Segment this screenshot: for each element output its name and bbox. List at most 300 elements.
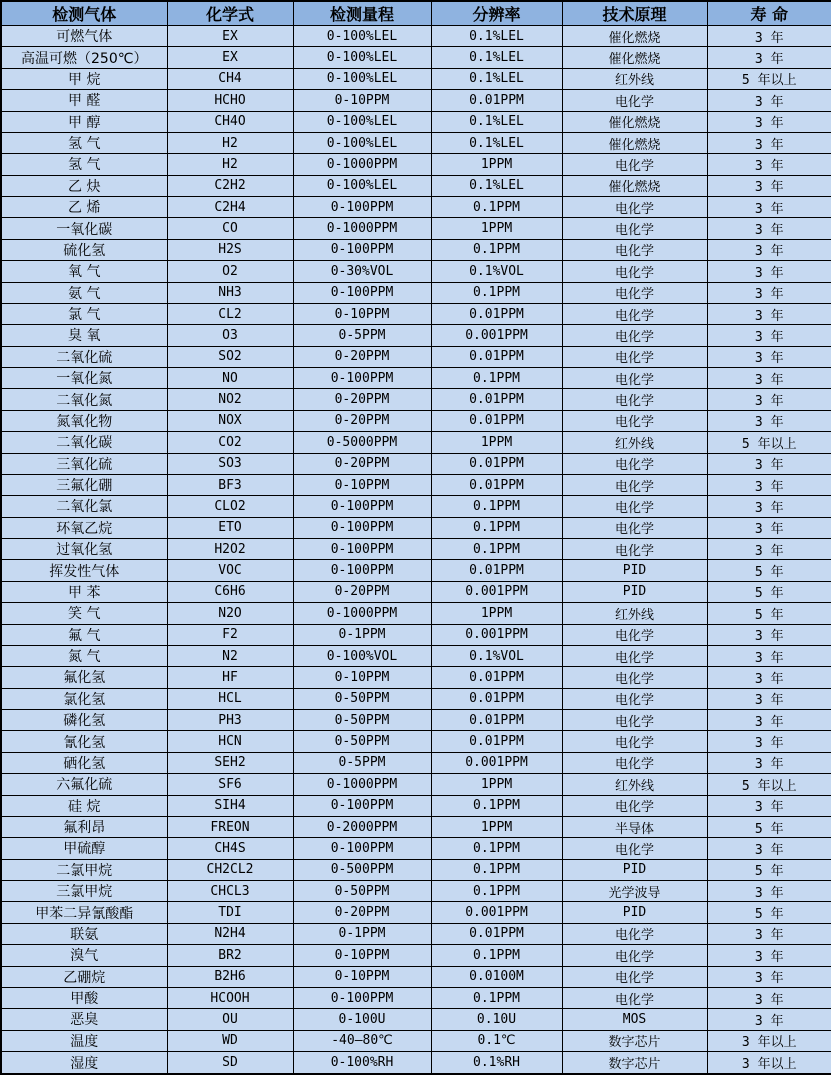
cell-range: 0-100PPM: [293, 838, 431, 859]
cell-lifespan: 3 年: [707, 368, 831, 389]
table-row: [1, 111, 831, 132]
cell-formula: FREON: [167, 816, 293, 837]
cell-resolution: 0.1PPM: [431, 368, 562, 389]
cell-gas: 二氧化硫: [1, 346, 167, 367]
cell-principle: PID: [562, 902, 707, 923]
cell-range: 0-100PPM: [293, 197, 431, 218]
header-formula: 化学式: [167, 1, 293, 26]
table-row: [1, 496, 831, 517]
cell-gas: 甲 醛: [1, 90, 167, 111]
cell-formula: CHCL3: [167, 881, 293, 902]
cell-range: 0-50PPM: [293, 881, 431, 902]
cell-resolution: 0.001PPM: [431, 902, 562, 923]
header-resolution: 分辨率: [431, 1, 562, 26]
cell-range: 0-100%LEL: [293, 47, 431, 68]
cell-formula: CH2CL2: [167, 859, 293, 880]
cell-formula: SO3: [167, 453, 293, 474]
cell-principle: 电化学: [562, 496, 707, 517]
cell-range: 0-100PPM: [293, 539, 431, 560]
cell-principle: 电化学: [562, 795, 707, 816]
cell-formula: NO2: [167, 389, 293, 410]
cell-lifespan: 3 年: [707, 923, 831, 944]
cell-formula: N2H4: [167, 923, 293, 944]
cell-resolution: 0.1%LEL: [431, 175, 562, 196]
cell-principle: 红外线: [562, 68, 707, 89]
cell-formula: SO2: [167, 346, 293, 367]
cell-range: 0-100PPM: [293, 282, 431, 303]
cell-principle: PID: [562, 859, 707, 880]
cell-formula: WD: [167, 1030, 293, 1051]
cell-resolution: 1PPM: [431, 816, 562, 837]
cell-gas: 恶臭: [1, 1009, 167, 1030]
cell-formula: CO2: [167, 432, 293, 453]
cell-range: 0-1PPM: [293, 923, 431, 944]
cell-gas: 甲硫醇: [1, 838, 167, 859]
cell-lifespan: 5 年: [707, 581, 831, 602]
cell-gas: 甲苯二异氰酸酯: [1, 902, 167, 923]
cell-range: 0-20PPM: [293, 581, 431, 602]
table-row: [1, 26, 831, 47]
cell-formula: N2O: [167, 603, 293, 624]
table-row: [1, 902, 831, 923]
cell-resolution: 0.1PPM: [431, 496, 562, 517]
table-row: [1, 239, 831, 260]
cell-resolution: 0.01PPM: [431, 453, 562, 474]
cell-range: 0-100%LEL: [293, 175, 431, 196]
cell-lifespan: 5 年: [707, 603, 831, 624]
cell-lifespan: 3 年: [707, 261, 831, 282]
cell-gas: 氢 气: [1, 154, 167, 175]
cell-resolution: 0.1PPM: [431, 795, 562, 816]
cell-lifespan: 3 年: [707, 218, 831, 239]
cell-resolution: 0.1PPM: [431, 539, 562, 560]
cell-lifespan: 3 年: [707, 1009, 831, 1030]
table-row: [1, 261, 831, 282]
cell-resolution: 1PPM: [431, 218, 562, 239]
cell-resolution: 0.1%LEL: [431, 26, 562, 47]
cell-lifespan: 3 年: [707, 667, 831, 688]
cell-formula: BF3: [167, 474, 293, 495]
cell-range: 0-1000PPM: [293, 218, 431, 239]
cell-gas: 硅 烷: [1, 795, 167, 816]
cell-gas: 二氯甲烷: [1, 859, 167, 880]
cell-principle: 电化学: [562, 474, 707, 495]
cell-principle: 电化学: [562, 517, 707, 538]
table-row: [1, 667, 831, 688]
cell-resolution: 0.1PPM: [431, 881, 562, 902]
cell-formula: F2: [167, 624, 293, 645]
cell-formula: CLO2: [167, 496, 293, 517]
cell-principle: 电化学: [562, 303, 707, 324]
cell-principle: 电化学: [562, 645, 707, 666]
cell-principle: 红外线: [562, 774, 707, 795]
cell-gas: 三氟化硼: [1, 474, 167, 495]
cell-formula: CH4O: [167, 111, 293, 132]
cell-range: 0-30%VOL: [293, 261, 431, 282]
cell-principle: 半导体: [562, 816, 707, 837]
cell-resolution: 0.01PPM: [431, 688, 562, 709]
cell-formula: C6H6: [167, 581, 293, 602]
table-row: [1, 1030, 831, 1051]
cell-resolution: 0.1PPM: [431, 239, 562, 260]
cell-lifespan: 3 年: [707, 795, 831, 816]
cell-principle: 电化学: [562, 731, 707, 752]
cell-lifespan: 3 年: [707, 175, 831, 196]
cell-lifespan: 3 年: [707, 154, 831, 175]
cell-lifespan: 3 年: [707, 496, 831, 517]
cell-range: 0-100PPM: [293, 496, 431, 517]
cell-resolution: 0.1%VOL: [431, 645, 562, 666]
cell-lifespan: 5 年以上: [707, 774, 831, 795]
cell-range: 0-50PPM: [293, 688, 431, 709]
cell-range: 0-50PPM: [293, 731, 431, 752]
cell-gas: 磷化氢: [1, 710, 167, 731]
cell-formula: B2H6: [167, 966, 293, 987]
cell-gas: 二氧化氮: [1, 389, 167, 410]
cell-principle: 电化学: [562, 410, 707, 431]
cell-lifespan: 5 年: [707, 560, 831, 581]
cell-gas: 溴气: [1, 945, 167, 966]
cell-principle: 催化燃烧: [562, 47, 707, 68]
cell-gas: 一氧化氮: [1, 368, 167, 389]
cell-formula: N2: [167, 645, 293, 666]
cell-formula: O3: [167, 325, 293, 346]
cell-range: 0-100PPM: [293, 560, 431, 581]
cell-resolution: 0.01PPM: [431, 389, 562, 410]
cell-resolution: 0.1%LEL: [431, 111, 562, 132]
cell-range: 0-100%VOL: [293, 645, 431, 666]
cell-resolution: 0.1PPM: [431, 282, 562, 303]
table-row: [1, 389, 831, 410]
table-row: [1, 560, 831, 581]
cell-resolution: 0.001PPM: [431, 325, 562, 346]
table-row: [1, 325, 831, 346]
cell-principle: 光学波导: [562, 881, 707, 902]
cell-gas: 湿度: [1, 1052, 167, 1075]
cell-range: 0-5PPM: [293, 325, 431, 346]
cell-range: 0-100PPM: [293, 239, 431, 260]
table-row: [1, 346, 831, 367]
cell-resolution: 0.1%RH: [431, 1052, 562, 1075]
header-range: 检测量程: [293, 1, 431, 26]
table-row: [1, 303, 831, 324]
cell-lifespan: 5 年以上: [707, 68, 831, 89]
cell-range: 0-50PPM: [293, 710, 431, 731]
cell-gas: 可燃气体: [1, 26, 167, 47]
cell-principle: 电化学: [562, 710, 707, 731]
cell-lifespan: 5 年: [707, 816, 831, 837]
cell-formula: H2S: [167, 239, 293, 260]
cell-formula: HCHO: [167, 90, 293, 111]
table-row: [1, 838, 831, 859]
cell-lifespan: 3 年: [707, 881, 831, 902]
cell-principle: 电化学: [562, 624, 707, 645]
table-row: [1, 517, 831, 538]
cell-lifespan: 3 年: [707, 645, 831, 666]
cell-formula: PH3: [167, 710, 293, 731]
cell-gas: 硫化氢: [1, 239, 167, 260]
cell-range: 0-100%LEL: [293, 68, 431, 89]
cell-principle: MOS: [562, 1009, 707, 1030]
cell-lifespan: 5 年以上: [707, 432, 831, 453]
cell-gas: 氟化氢: [1, 667, 167, 688]
cell-lifespan: 3 年: [707, 688, 831, 709]
cell-principle: 电化学: [562, 239, 707, 260]
cell-range: 0-10PPM: [293, 90, 431, 111]
cell-principle: PID: [562, 581, 707, 602]
cell-gas: 氨 气: [1, 282, 167, 303]
table-row: [1, 881, 831, 902]
table-body: [1, 26, 831, 1075]
cell-resolution: 0.1PPM: [431, 987, 562, 1008]
cell-lifespan: 3 年: [707, 517, 831, 538]
cell-resolution: 0.01PPM: [431, 346, 562, 367]
cell-range: 0-20PPM: [293, 453, 431, 474]
cell-resolution: 0.01PPM: [431, 710, 562, 731]
cell-formula: SF6: [167, 774, 293, 795]
table-row: [1, 624, 831, 645]
cell-formula: H2: [167, 154, 293, 175]
cell-gas: 过氧化氢: [1, 539, 167, 560]
cell-range: 0-20PPM: [293, 410, 431, 431]
cell-resolution: 0.1PPM: [431, 838, 562, 859]
cell-resolution: 0.01PPM: [431, 731, 562, 752]
cell-gas: 甲 醇: [1, 111, 167, 132]
cell-range: 0-20PPM: [293, 389, 431, 410]
cell-range: 0-10PPM: [293, 474, 431, 495]
table-row: [1, 731, 831, 752]
table-row: [1, 1052, 831, 1075]
cell-principle: 电化学: [562, 389, 707, 410]
cell-formula: HCN: [167, 731, 293, 752]
cell-gas: 笑 气: [1, 603, 167, 624]
cell-gas: 甲 烷: [1, 68, 167, 89]
cell-lifespan: 5 年: [707, 902, 831, 923]
table-row: [1, 1009, 831, 1030]
cell-principle: 电化学: [562, 966, 707, 987]
table-row: [1, 987, 831, 1008]
cell-resolution: 0.01PPM: [431, 303, 562, 324]
cell-lifespan: 3 年: [707, 47, 831, 68]
cell-gas: 二氧化碳: [1, 432, 167, 453]
cell-principle: 电化学: [562, 667, 707, 688]
cell-lifespan: 3 年: [707, 410, 831, 431]
cell-range: 0-1PPM: [293, 624, 431, 645]
header-principle: 技术原理: [562, 1, 707, 26]
table-row: [1, 859, 831, 880]
cell-gas: 氮氧化物: [1, 410, 167, 431]
cell-lifespan: 3 年: [707, 282, 831, 303]
table-row: [1, 474, 831, 495]
cell-resolution: 0.1%LEL: [431, 132, 562, 153]
cell-gas: 六氟化硫: [1, 774, 167, 795]
cell-gas: 乙硼烷: [1, 966, 167, 987]
table-row: [1, 368, 831, 389]
cell-lifespan: 3 年: [707, 987, 831, 1008]
cell-formula: O2: [167, 261, 293, 282]
cell-range: 0-100PPM: [293, 795, 431, 816]
cell-resolution: 0.1PPM: [431, 859, 562, 880]
cell-lifespan: 3 年以上: [707, 1030, 831, 1051]
cell-lifespan: 3 年: [707, 197, 831, 218]
cell-principle: 催化燃烧: [562, 111, 707, 132]
cell-formula: SD: [167, 1052, 293, 1075]
table-row: [1, 752, 831, 773]
cell-range: 0-100%LEL: [293, 111, 431, 132]
table-row: [1, 539, 831, 560]
table-row: [1, 218, 831, 239]
cell-lifespan: 3 年: [707, 325, 831, 346]
cell-range: 0-100%LEL: [293, 132, 431, 153]
cell-gas: 硒化氢: [1, 752, 167, 773]
cell-resolution: 0.10U: [431, 1009, 562, 1030]
table-row: [1, 175, 831, 196]
cell-principle: 催化燃烧: [562, 132, 707, 153]
cell-formula: SEH2: [167, 752, 293, 773]
cell-formula: NOX: [167, 410, 293, 431]
cell-principle: 电化学: [562, 987, 707, 1008]
cell-gas: 挥发性气体: [1, 560, 167, 581]
cell-resolution: 1PPM: [431, 154, 562, 175]
cell-formula: CL2: [167, 303, 293, 324]
cell-resolution: 0.1℃: [431, 1030, 562, 1051]
cell-lifespan: 3 年: [707, 132, 831, 153]
cell-principle: 红外线: [562, 603, 707, 624]
cell-resolution: 1PPM: [431, 603, 562, 624]
cell-resolution: 0.01PPM: [431, 667, 562, 688]
cell-principle: 电化学: [562, 197, 707, 218]
table-row: [1, 645, 831, 666]
cell-principle: 电化学: [562, 90, 707, 111]
cell-principle: 催化燃烧: [562, 26, 707, 47]
cell-resolution: 0.01PPM: [431, 90, 562, 111]
header-lifespan: 寿 命: [707, 1, 831, 26]
cell-formula: NO: [167, 368, 293, 389]
cell-gas: 氢 气: [1, 132, 167, 153]
table-row: [1, 432, 831, 453]
cell-formula: SIH4: [167, 795, 293, 816]
cell-range: 0-10PPM: [293, 966, 431, 987]
table-row: [1, 795, 831, 816]
cell-range: 0-1000PPM: [293, 603, 431, 624]
cell-gas: 一氧化碳: [1, 218, 167, 239]
table-row: [1, 410, 831, 431]
cell-gas: 甲酸: [1, 987, 167, 1008]
cell-principle: 电化学: [562, 261, 707, 282]
cell-resolution: 0.001PPM: [431, 752, 562, 773]
cell-principle: 电化学: [562, 539, 707, 560]
cell-resolution: 1PPM: [431, 774, 562, 795]
cell-formula: H2O2: [167, 539, 293, 560]
cell-principle: 红外线: [562, 432, 707, 453]
cell-range: -40—80℃: [293, 1030, 431, 1051]
cell-formula: CO: [167, 218, 293, 239]
table-row: [1, 453, 831, 474]
header-row: [1, 1, 831, 26]
cell-formula: EX: [167, 26, 293, 47]
cell-formula: HCL: [167, 688, 293, 709]
cell-gas: 臭 氧: [1, 325, 167, 346]
table-row: [1, 47, 831, 68]
table-row: [1, 154, 831, 175]
cell-lifespan: 3 年: [707, 239, 831, 260]
cell-formula: ETO: [167, 517, 293, 538]
cell-range: 0-10PPM: [293, 667, 431, 688]
table-row: [1, 132, 831, 153]
cell-range: 0-100PPM: [293, 368, 431, 389]
cell-resolution: 0.01PPM: [431, 474, 562, 495]
cell-range: 0-100PPM: [293, 517, 431, 538]
cell-lifespan: 3 年: [707, 453, 831, 474]
cell-resolution: 0.1PPM: [431, 517, 562, 538]
cell-gas: 联氨: [1, 923, 167, 944]
cell-gas: 氮 气: [1, 645, 167, 666]
table-row: [1, 197, 831, 218]
cell-principle: 电化学: [562, 688, 707, 709]
cell-principle: 催化燃烧: [562, 175, 707, 196]
cell-range: 0-1000PPM: [293, 154, 431, 175]
cell-gas: 三氧化硫: [1, 453, 167, 474]
cell-range: 0-2000PPM: [293, 816, 431, 837]
cell-resolution: 0.1PPM: [431, 197, 562, 218]
cell-lifespan: 3 年: [707, 966, 831, 987]
cell-resolution: 0.001PPM: [431, 581, 562, 602]
cell-gas: 氧 气: [1, 261, 167, 282]
cell-lifespan: 3 年: [707, 111, 831, 132]
cell-lifespan: 3 年: [707, 90, 831, 111]
cell-lifespan: 3 年: [707, 26, 831, 47]
cell-range: 0-100%LEL: [293, 26, 431, 47]
cell-resolution: 0.0100M: [431, 966, 562, 987]
cell-formula: VOC: [167, 560, 293, 581]
table-row: [1, 966, 831, 987]
cell-lifespan: 3 年: [707, 346, 831, 367]
cell-range: 0-1000PPM: [293, 774, 431, 795]
cell-gas: 氟利昂: [1, 816, 167, 837]
cell-range: 0-100%RH: [293, 1052, 431, 1075]
cell-resolution: 0.01PPM: [431, 560, 562, 581]
header-gas: 检测气体: [1, 1, 167, 26]
table-row: [1, 282, 831, 303]
cell-resolution: 0.1PPM: [431, 945, 562, 966]
table-row: [1, 774, 831, 795]
cell-range: 0-5000PPM: [293, 432, 431, 453]
cell-formula: CH4: [167, 68, 293, 89]
table-row: [1, 923, 831, 944]
cell-principle: 电化学: [562, 282, 707, 303]
cell-principle: 电化学: [562, 346, 707, 367]
cell-gas: 甲 苯: [1, 581, 167, 602]
cell-range: 0-500PPM: [293, 859, 431, 880]
cell-principle: 电化学: [562, 838, 707, 859]
cell-lifespan: 3 年: [707, 303, 831, 324]
cell-gas: 二氧化氯: [1, 496, 167, 517]
cell-range: 0-10PPM: [293, 945, 431, 966]
cell-range: 0-100PPM: [293, 987, 431, 1008]
cell-lifespan: 3 年以上: [707, 1052, 831, 1075]
cell-resolution: 1PPM: [431, 432, 562, 453]
cell-formula: HCOOH: [167, 987, 293, 1008]
cell-range: 0-100U: [293, 1009, 431, 1030]
cell-formula: C2H2: [167, 175, 293, 196]
cell-principle: 电化学: [562, 154, 707, 175]
cell-formula: CH4S: [167, 838, 293, 859]
cell-gas: 氰化氢: [1, 731, 167, 752]
cell-gas: 高温可燃（250℃）: [1, 47, 167, 68]
cell-range: 0-5PPM: [293, 752, 431, 773]
cell-range: 0-10PPM: [293, 303, 431, 324]
cell-lifespan: 3 年: [707, 731, 831, 752]
